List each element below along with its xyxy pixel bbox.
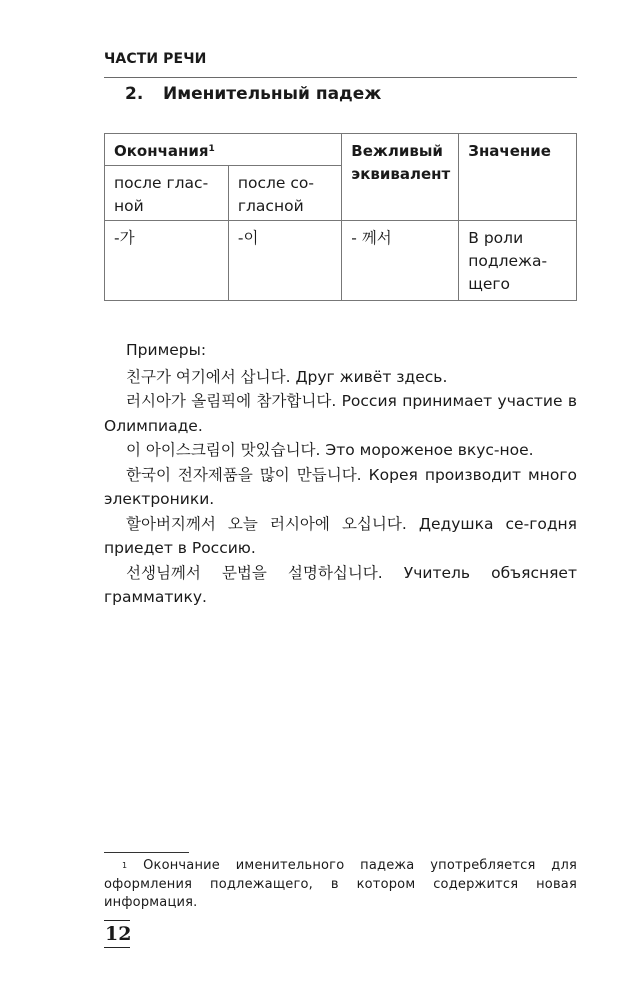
header-meaning: Значение [459,134,577,221]
cell-meaning: В роли подлежа- щего [459,221,577,301]
example-item: 할아버지께서 오늘 러시아에 오십니다. Дедушка се-годня приедет в Россию. [104,514,577,557]
header-after-vowel: после глас- ной [105,166,229,221]
examples-block [104,338,577,610]
footnote-rule [104,852,189,853]
cell-after-vowel: -가 [105,221,229,301]
example-item: 러시아가 올림픽에 참가합니다. Россия принимает участие в Олимпиаде. [104,392,577,435]
footnote [104,857,577,913]
cell-after-consonant: -이 [228,221,341,301]
cell-polite: - 께서 [342,221,459,301]
header-endings: Окончания$^1$ [105,134,342,166]
header-rule [104,77,577,78]
footnote-text: Окончание именительного падежа употребляется для оформления подлежащего, в котором содержится новая информация. [104,858,577,910]
section-number: 2. [125,84,144,104]
table-header-row [105,134,577,166]
page-number: 12 [104,920,130,948]
example-item: 친구가 여기에서 삽니다. Друг живёт здесь. [126,367,448,386]
header-after-consonant: после со- гласной [228,166,341,221]
header-polite: Вежливый эквивалент [342,134,459,221]
example-item: 한국이 전자제품을 많이 만듭니다. Корея производит много электроники. [104,465,577,508]
running-head: ЧАСТИ РЕЧИ [104,51,207,67]
table-row [105,221,577,301]
footnote-ref: 1 [208,144,215,154]
example-item: 이 아이스크림이 맛있습니다. Это мороженое вкус-ное. [126,441,534,459]
footnote-marker: 1 [122,861,128,870]
section-title-text: Именительный падеж [163,84,382,104]
section-title [125,84,381,104]
endings-table [104,133,577,301]
examples-label: Примеры: [126,341,207,359]
example-item: 선생님께서 문법을 설명하십니다. Учитель объясняет грамматику. [104,563,577,606]
